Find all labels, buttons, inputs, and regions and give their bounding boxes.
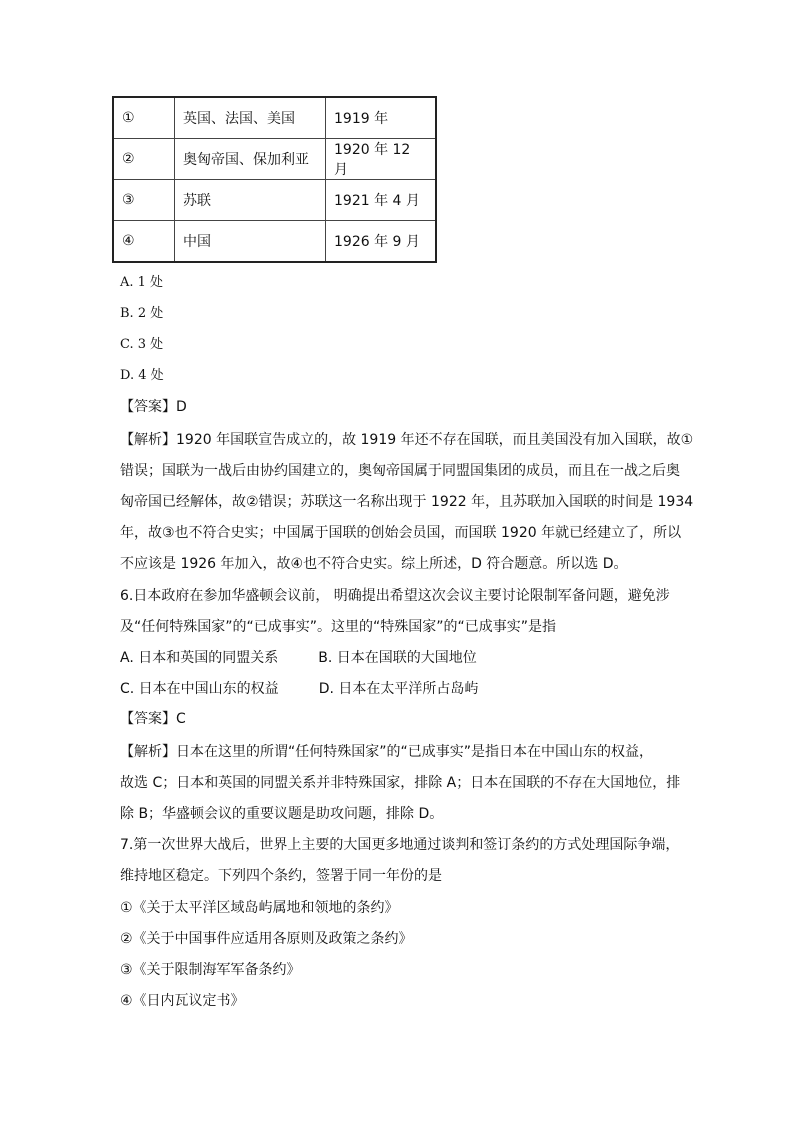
country-cell: 中国 [175, 221, 326, 263]
q6-option-b: B. 日本在国联的大国地位 [318, 650, 477, 666]
q5-analysis-line: 错误；国联为一战后由协约国建立的，奥匈帝国属于同盟国集团的成员，而且在一战之后奥 [120, 463, 680, 479]
membership-table [112, 96, 437, 263]
country-cell: 英国、法国、美国 [175, 97, 326, 139]
q7-stem-line: 维持地区稳定。下列四个条约，签署于同一年份的是 [120, 868, 442, 884]
q5-analysis-line: 年，故③也不符合史实；中国属于国联的创始会员国，而国联 1920 年就已经建立了，所以 [120, 525, 682, 541]
q5-analysis-line: 匈帝国已经解体，故②错误；苏联这一名称出现于 1922 年，且苏联加入国联的时间是 1934 [120, 494, 694, 510]
country-cell: 奥匈帝国、保加利亚 [175, 139, 326, 180]
q6-analysis-line: 故选 C；日本和英国的同盟关系并非特殊国家，排除 A；日本在国联的不存在大国地位，排 [120, 775, 681, 791]
q6-option-c: C. 日本在中国山东的权益 [120, 681, 279, 697]
date-cell: 1920 年 12 月 [326, 139, 437, 180]
table-row [113, 97, 436, 139]
table-row [113, 180, 436, 221]
q6-stem-line: 6.日本政府在参加华盛顿会议前， 明确提出希望这次会议主要讨论限制军备问题，避免涉 [120, 588, 670, 604]
date-cell: 1921 年 4 月 [326, 180, 437, 221]
q7-item: ②《关于中国事件应适用各原则及政策之条约》 [120, 931, 413, 947]
country-cell: 苏联 [175, 180, 326, 221]
q6-options-row [120, 679, 478, 699]
q6-options-row [120, 648, 477, 668]
table-row [113, 221, 436, 263]
q6-stem-line: 及“任何特殊国家”的“已成事实”。这里的“特殊国家”的“已成事实”是指 [120, 619, 557, 635]
q7-stem-line: 7.第一次世界大战后，世界上主要的大国更多地通过谈判和签订条约的方式处理国际争端， [120, 837, 680, 853]
q6-analysis-line: 除 B；华盛顿会议的重要议题是助攻问题，排除 D。 [120, 806, 444, 822]
q6-option-a: A. 日本和英国的同盟关系 [120, 650, 279, 666]
q5-option-c: C. 3 处 [120, 337, 164, 352]
date-cell: 1926 年 9 月 [326, 221, 437, 263]
q5-analysis-line: 不应该是 1926 年加入，故④也不符合史实。综上所述，D 符合题意。所以选 D。 [120, 556, 628, 572]
q5-option-b: B. 2 处 [120, 306, 164, 321]
q6-option-d: D. 日本在太平洋所占岛屿 [318, 681, 479, 697]
q5-answer: 【答案】D [120, 399, 187, 415]
table-row [113, 139, 436, 180]
q7-item: ④《日内瓦议定书》 [120, 993, 245, 1009]
q7-item: ③《关于限制海军军备条约》 [120, 962, 301, 978]
q5-option-a: A. 1 处 [120, 275, 164, 290]
q6-answer: 【答案】C [120, 711, 186, 727]
date-cell: 1919 年 [326, 97, 437, 139]
row-number: ③ [113, 180, 175, 221]
row-number: ② [113, 139, 175, 180]
row-number: ④ [113, 221, 175, 263]
q7-item: ①《关于太平洋区域岛屿属地和领地的条约》 [120, 900, 399, 916]
q5-option-d: D. 4 处 [120, 368, 164, 383]
row-number: ① [113, 97, 175, 139]
q6-analysis-line: 【解析】日本在这里的所谓“任何特殊国家”的“已成事实”是指日本在中国山东的权益， [120, 744, 654, 760]
q5-analysis-line: 【解析】1920 年国联宣告成立的，故 1919 年还不存在国联，而且美国没有加入国联，故① [120, 432, 694, 448]
